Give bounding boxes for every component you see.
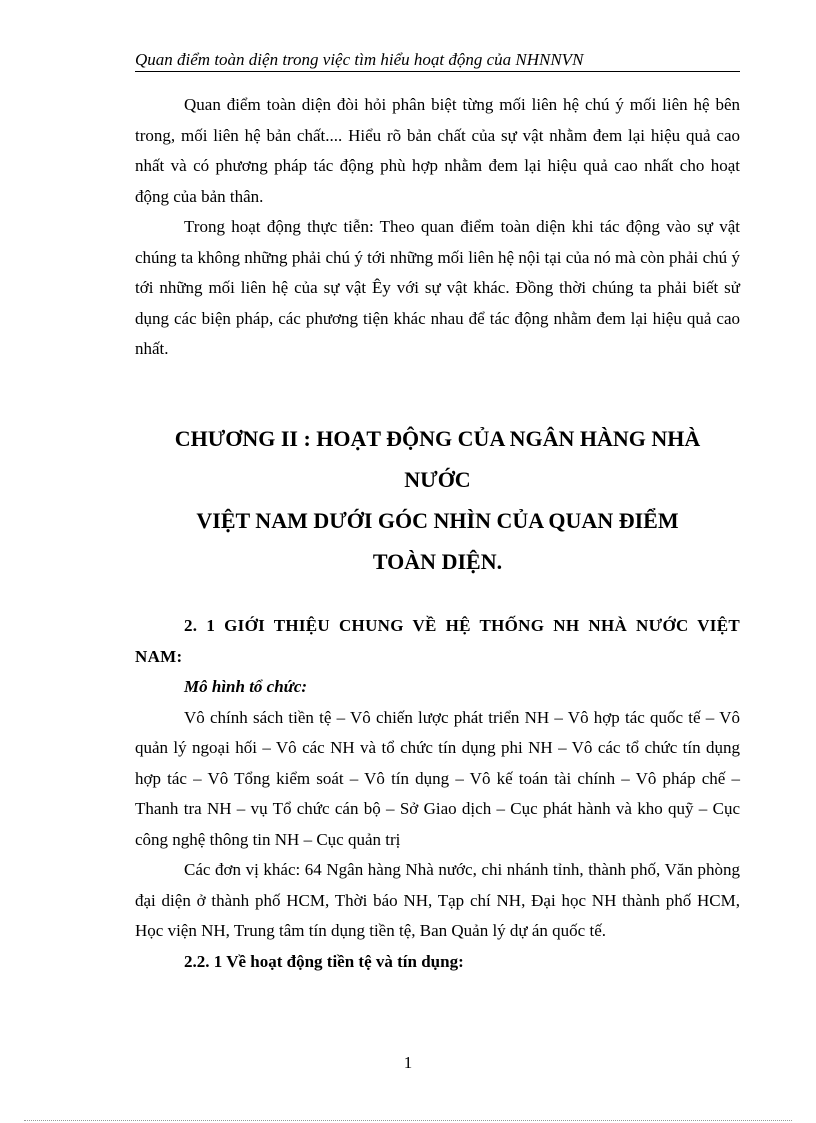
- intro-block: [135, 90, 740, 365]
- chapter-title-line: NƯỚC: [404, 467, 471, 492]
- chapter-title: [135, 418, 740, 582]
- section-paragraph: Vô chính sách tiền tệ – Vô chiến lược phát triển NH – Vô hợp tác quốc tế – Vô quản lý ngoại hối – Vô các NH và tổ chức tín dụng phi NH – Vô các tổ chức tín dụng hợp tác – Vô Tổng kiểm soát – Vô tín dụng – Vô kế toán tài chính – Vô pháp chế – Thanh tra NH – vụ Tổ chức cán bộ – Sở Giao dịch – Cục phát hành và kho quỹ – Cục công nghệ thông tin NH – Cục quản trị: [135, 707, 740, 849]
- running-header: Quan điểm toàn diện trong việc tìm hiểu hoạt động của NHNNVN: [135, 50, 740, 72]
- chapter-title-line: VIỆT NAM DƯỚI GÓC NHÌN CỦA QUAN ĐIỂM: [196, 508, 679, 533]
- intro-paragraph: Trong hoạt động thực tiễn: Theo quan điểm toàn diện khi tác động vào sự vật chúng ta không những phải chú ý tới những mối liên hệ nội tại của nó mà còn phải chú ý tới những mối liên hệ của sự vật Êy với sự vật khác. Đồng thời chúng ta phải biết sử dụng các biện pháp, các phương tiện khác nhau để tác động nhằm đem lại hiệu quả cao nhất.: [135, 217, 740, 358]
- section-block: [135, 611, 740, 977]
- chapter-title-line: CHƯƠNG II : HOẠT ĐỘNG CỦA NGÂN HÀNG NHÀ: [174, 426, 701, 451]
- page-number: 1: [403, 1053, 413, 1072]
- footer-divider: [24, 1120, 792, 1121]
- intro-paragraph: Quan điểm toàn diện đòi hỏi phân biệt từng mối liên hệ chú ý mối liên hệ bên trong, mối liên hệ bản chất.... Hiểu rõ bản chất của sự vật nhằm đem lại hiệu quả cao nhất và có phương pháp tác động phù hợp nhằm đem lại hiệu quả cao nhất cho hoạt động của bản thân.: [135, 95, 740, 206]
- chapter-title-line: TOÀN DIỆN.: [372, 549, 503, 574]
- section-paragraph: Các đơn vị khác: 64 Ngân hàng Nhà nước, chi nhánh tỉnh, thành phố, Văn phòng đại diện ở thành phố HCM, Thời báo NH, Tạp chí NH, Đại học NH thành phố HCM, Học viện NH, Trung tâm tín dụng tiền tệ, Ban Quản lý dự án quốc tế.: [135, 860, 740, 940]
- section-heading: 2. 1 GIỚI THIỆU CHUNG VỀ HỆ THỐNG NH NHÀ NƯỚC VIỆT NAM:: [135, 616, 740, 666]
- section-subheading: Mô hình tổ chức:: [184, 677, 308, 696]
- subsection-heading: 2.2. 1 Về hoạt động tiền tệ và tín dụng:: [184, 951, 464, 971]
